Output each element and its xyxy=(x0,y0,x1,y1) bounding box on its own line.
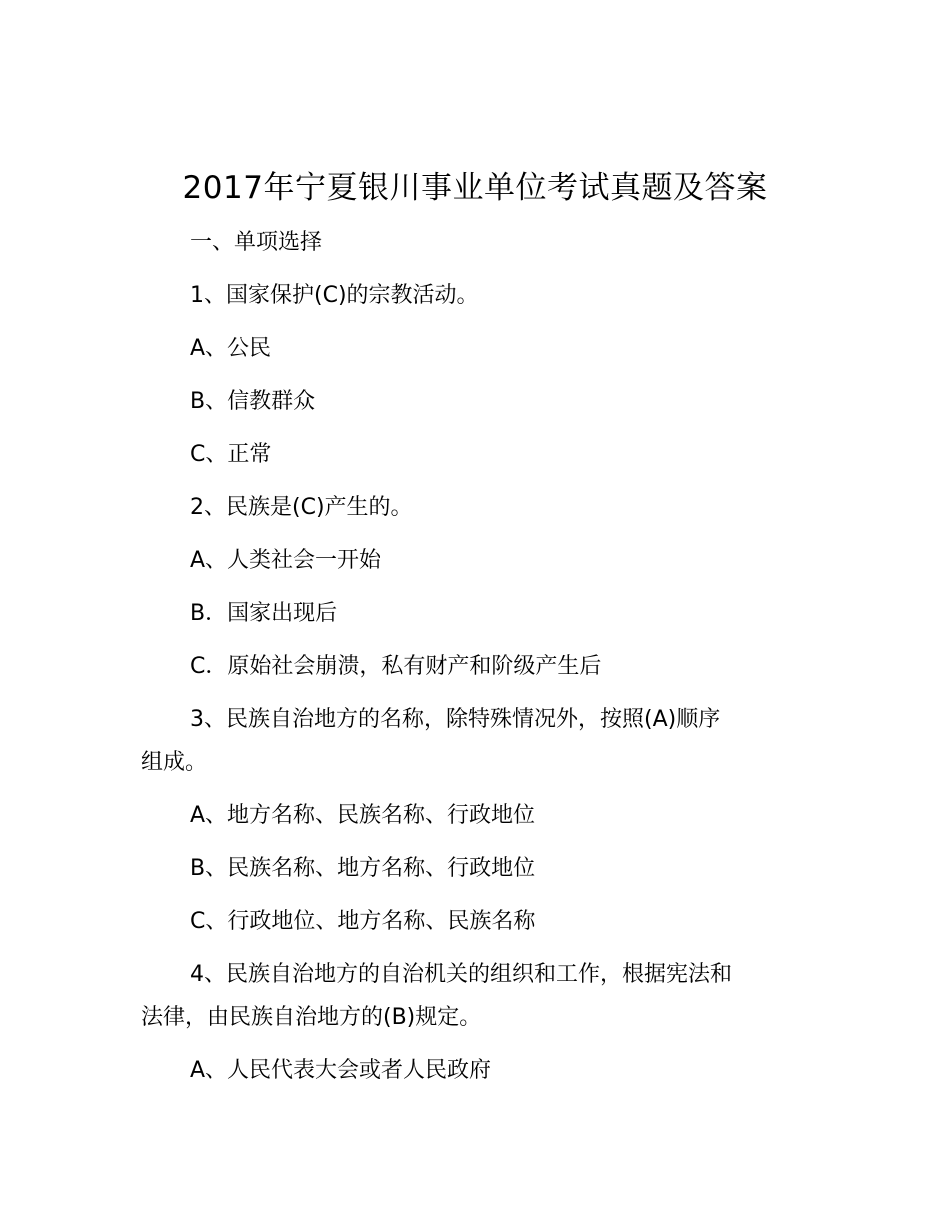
question-3-option-a: A、地方名称、民族名称、行政地位 xyxy=(190,803,536,828)
question-2-option-b: B．国家出现后 xyxy=(190,601,338,626)
question-1-option-b: B、信教群众 xyxy=(190,389,316,414)
question-2-option-c: C．原始社会崩溃，私有财产和阶级产生后 xyxy=(190,654,602,679)
section-heading: 一、单项选择 xyxy=(190,230,323,255)
question-4-stem-line-1: 4、民族自治地方的自治机关的组织和工作，根据宪法和 xyxy=(190,962,732,987)
question-1-stem: 1、国家保护(C)的宗教活动。 xyxy=(190,283,479,308)
question-4-option-a: A、人民代表大会或者人民政府 xyxy=(190,1058,492,1083)
question-3-stem-line-1: 3、民族自治地方的名称，除特殊情况外，按照(A)顺序 xyxy=(190,707,721,732)
question-2-stem: 2、民族是(C)产生的。 xyxy=(190,495,413,520)
question-3-option-b: B、民族名称、地方名称、行政地位 xyxy=(190,856,536,881)
document-title: 2017年宁夏银川事业单位考试真题及答案 xyxy=(182,170,768,206)
question-3-option-c: C、行政地位、地方名称、民族名称 xyxy=(190,909,536,934)
question-2-option-a: A、人类社会一开始 xyxy=(190,548,382,573)
question-1-option-a: A、公民 xyxy=(190,336,272,361)
question-1-option-c: C、正常 xyxy=(190,442,272,467)
question-3-stem-line-2: 组成。 xyxy=(141,750,208,775)
question-4-stem-line-2: 法律，由民族自治地方的(B)规定。 xyxy=(141,1005,482,1030)
